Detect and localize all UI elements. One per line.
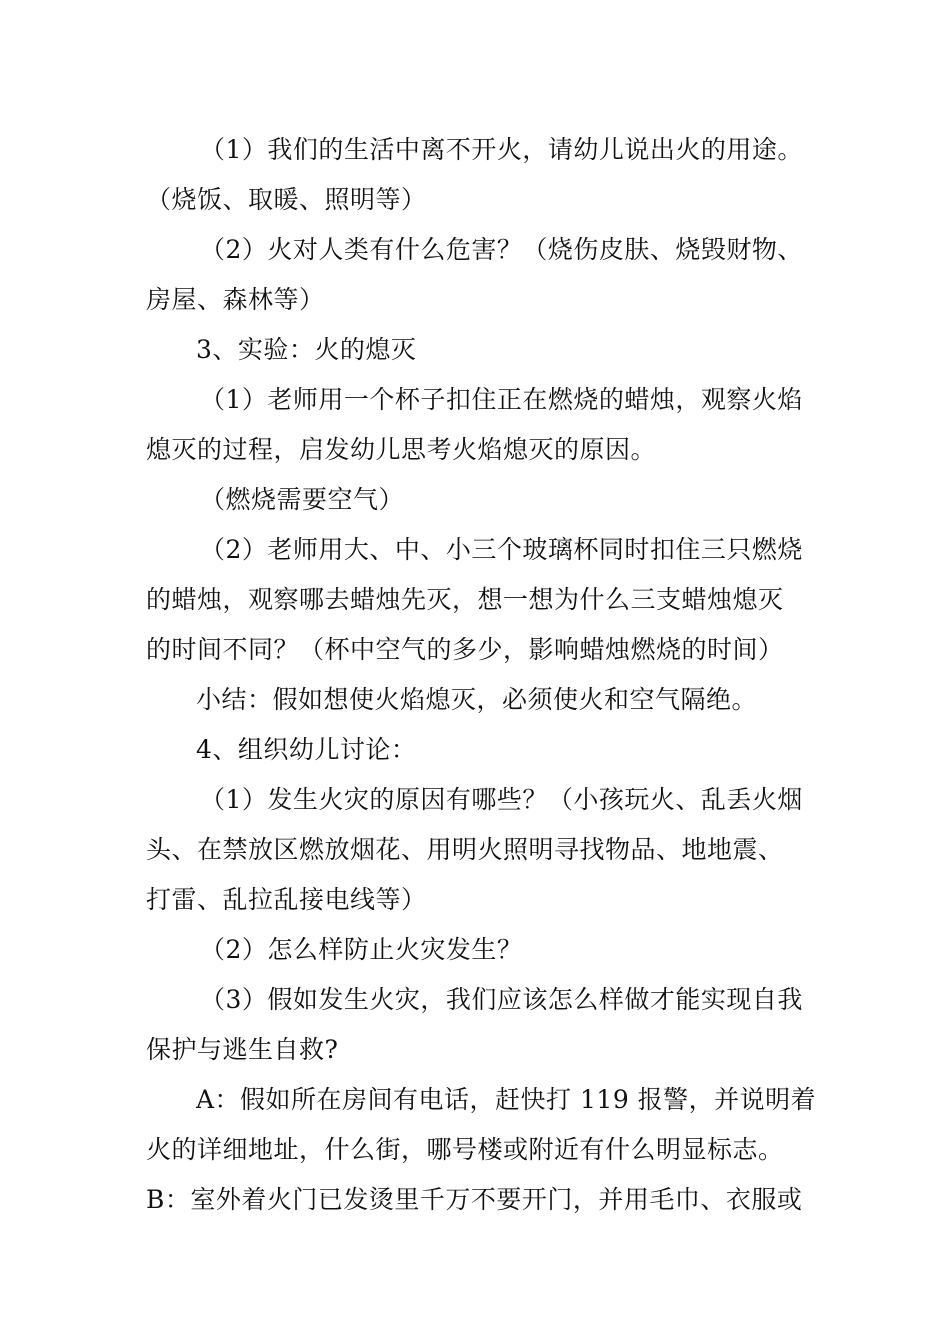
text-line: 打雷、乱拉乱接电线等） [146, 885, 427, 914]
text-line: （2）怎么样防止火灾发生？ [200, 935, 523, 964]
text-line: （1）我们的生活中离不开火，请幼儿说出火的用途。 [200, 135, 803, 164]
text-line: 的蜡烛，观察哪去蜡烛先灭，想一想为什么三支蜡烛熄灭 [146, 585, 784, 614]
text-line: 头、在禁放区燃放烟花、用明火照明寻找物品、地地震、 [146, 835, 784, 864]
text-line: 房屋、森林等） [146, 285, 325, 314]
text-line: 的时间不同？（杯中空气的多少，影响蜡烛燃烧的时间） [146, 635, 784, 664]
text-line: （烧饭、取暖、照明等） [146, 185, 427, 214]
text-line: （燃烧需要空气） [200, 485, 405, 514]
text-line: （1）发生火灾的原因有哪些？（小孩玩火、乱丢火烟 [200, 785, 803, 814]
text-line: （3）假如发生火灾，我们应该怎么样做才能实现自我 [200, 985, 803, 1014]
text-line: 熄灭的过程，启发幼儿思考火焰熄灭的原因。 [146, 435, 657, 464]
text-line: 保护与逃生自救? [146, 1035, 339, 1064]
text-line: A：假如所在房间有电话，赶快打 119 报警，并说明着 [196, 1085, 817, 1114]
text-line: B：室外着火门已发烫里千万不要开门，并用毛巾、衣服或 [146, 1185, 803, 1214]
text-line: 火的详细地址，什么街，哪号楼或附近有什么明显标志。 [146, 1135, 784, 1164]
text-line: （2）火对人类有什么危害？（烧伤皮肤、烧毁财物、 [200, 235, 803, 264]
text-line: 4、组织幼儿讨论： [196, 735, 417, 764]
text-line: 小结：假如想使火焰熄灭，必须使火和空气隔绝。 [196, 685, 758, 714]
text-line: 3、实验：火的熄灭 [196, 335, 417, 364]
text-line: （2）老师用大、中、小三个玻璃杯同时扣住三只燃烧 [200, 535, 803, 564]
text-line: （1）老师用一个杯子扣住正在燃烧的蜡烛，观察火焰 [200, 385, 803, 414]
